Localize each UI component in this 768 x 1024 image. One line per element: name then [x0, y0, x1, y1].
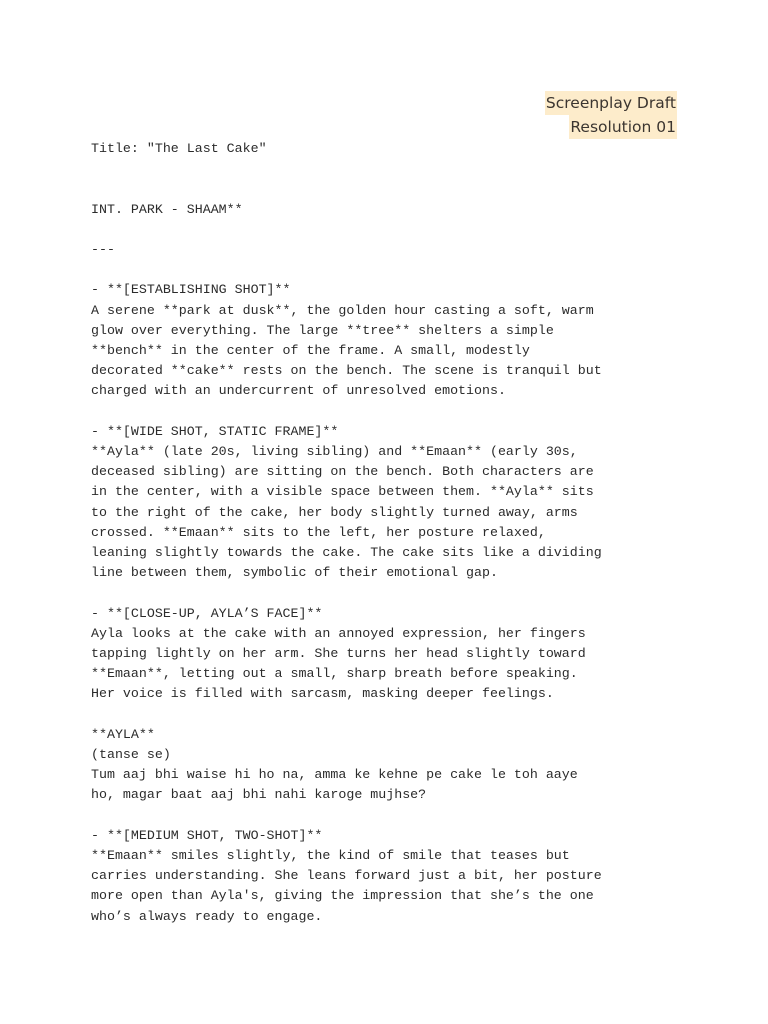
header-title: Screenplay Draft — [545, 91, 677, 115]
action-line: Ayla looks at the cake with an annoyed expression, her fingers — [91, 625, 586, 641]
action-line: in the center, with a visible space between them. **Ayla** sits — [91, 484, 594, 500]
action-line: line between them, symbolic of their emotional gap. — [91, 565, 498, 581]
dialogue-line: ho, magar baat aaj bhi nahi karoge mujhse? — [91, 787, 427, 803]
dialogue-line: Tum aaj bhi waise hi ho na, amma ke kehne pe cake le toh aaye — [91, 767, 578, 783]
character-name: **AYLA** — [91, 726, 155, 742]
action-line: leaning slightly towards the cake. The cake sits like a dividing — [91, 544, 602, 560]
screenplay-body — [91, 139, 691, 927]
shot-heading: - **[CLOSE-UP, AYLA’S FACE]** — [91, 605, 323, 621]
separator: --- — [91, 241, 115, 257]
script-title: Title: "The Last Cake" — [91, 141, 267, 156]
action-line: who’s always ready to engage. — [91, 908, 323, 924]
action-line: Her voice is filled with sarcasm, masking deeper feelings. — [91, 686, 554, 702]
header-subtitle: Resolution 01 — [569, 115, 677, 139]
shot-heading: - **[WIDE SHOT, STATIC FRAME]** — [91, 423, 339, 439]
action-line: crossed. **Emaan** sits to the left, her posture relaxed, — [91, 524, 546, 540]
action-line: **Emaan**, letting out a small, sharp breath before speaking. — [91, 666, 578, 682]
document-header — [545, 91, 677, 139]
action-line: A serene **park at dusk**, the golden hour casting a soft, warm — [91, 302, 594, 318]
action-line: deceased sibling) are sitting on the bench. Both characters are — [91, 464, 594, 480]
shot-heading: - **[MEDIUM SHOT, TWO-SHOT]** — [91, 827, 323, 843]
action-line: **Emaan** smiles slightly, the kind of smile that teases but — [91, 847, 570, 863]
parenthetical: (tanse se) — [91, 746, 171, 762]
action-line: tapping lightly on her arm. She turns her head slightly toward — [91, 645, 586, 661]
action-line: **Ayla** (late 20s, living sibling) and **Emaan** (early 30s, — [91, 443, 578, 459]
action-line: **bench** in the center of the frame. A small, modestly — [91, 342, 530, 358]
scene-heading: INT. PARK - SHAAM** — [91, 201, 243, 217]
action-line: charged with an undercurrent of unresolved emotions. — [91, 383, 506, 399]
action-line: to the right of the cake, her body slightly turned away, arms — [91, 504, 578, 520]
action-line: more open than Ayla's, giving the impression that she’s the one — [91, 888, 594, 904]
action-line: decorated **cake** rests on the bench. The scene is tranquil but — [91, 363, 602, 379]
action-line: glow over everything. The large **tree** shelters a simple — [91, 322, 554, 338]
shot-heading: - **[ESTABLISHING SHOT]** — [91, 282, 291, 298]
action-line: carries understanding. She leans forward just a bit, her posture — [91, 868, 602, 884]
